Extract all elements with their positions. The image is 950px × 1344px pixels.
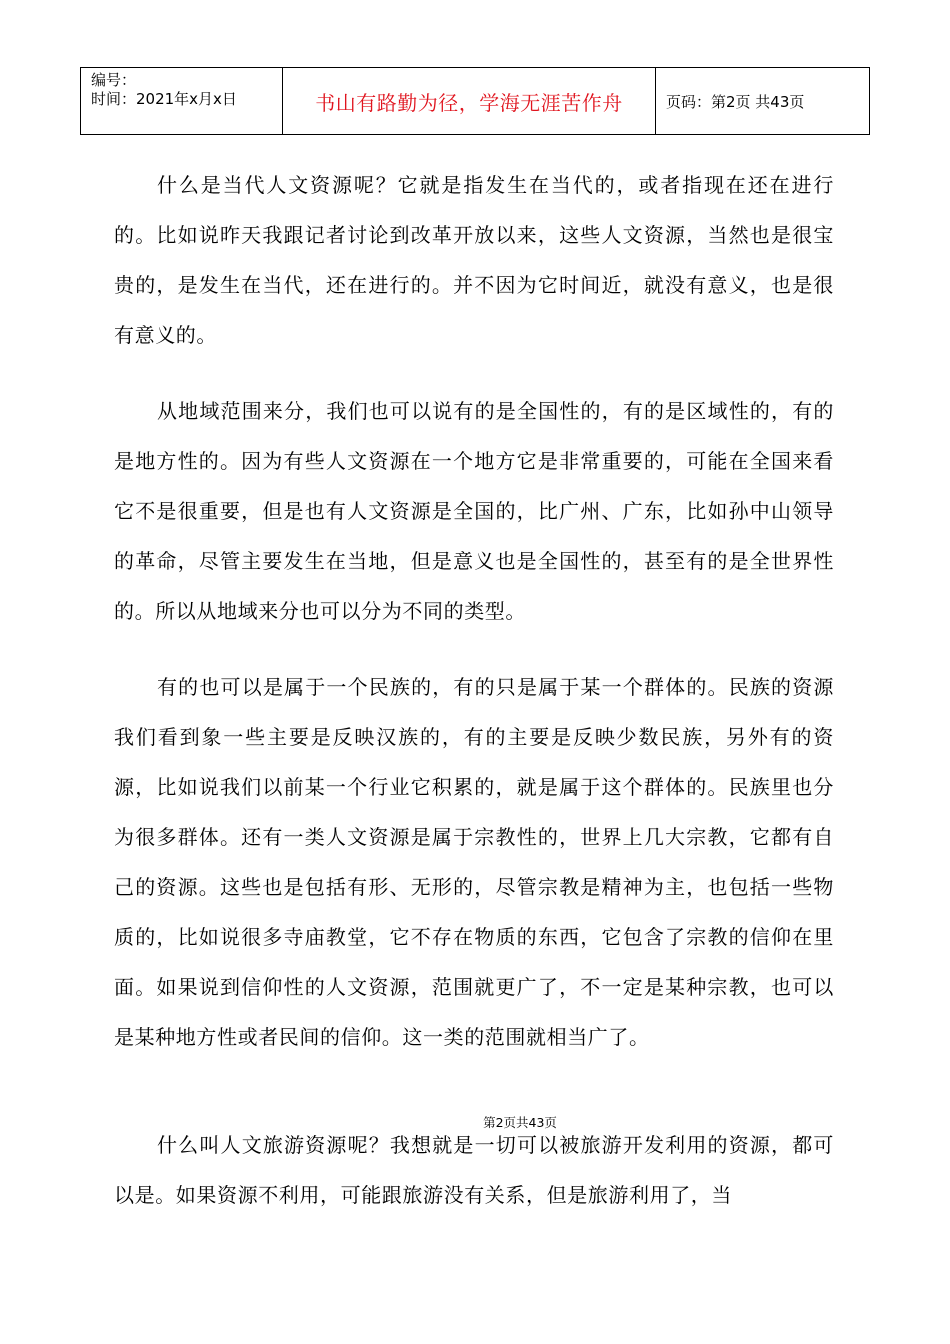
- document-header-table: [80, 67, 870, 135]
- header-meta-cell: [81, 68, 283, 134]
- number-label: 编号：: [91, 71, 137, 89]
- page-label: 页码：第2页 共43页: [666, 92, 805, 111]
- paragraph-ethnic-religion: 有的也可以是属于一个民族的，有的只是属于某一个群体的。民族的资源我们看到象一些主要是反映汉族的，有的主要是反映少数民族，另外有的资源，比如说我们以前某一个行业它积累的，就是属于这个群体的。民族里也分为很多群体。还有一类人文资源是属于宗教性的，世界上几大宗教，它都有自己的资源。这些也是包括有形、无形的，尽管宗教是精神为主，也包括一些物质的，比如说很多寺庙教堂，它不存在物质的东西，它包含了宗教的信仰在里面。如果说到信仰性的人文资源，范围就更广了，不一定是某种宗教，也可以是某种地方性或者民间的信仰。这一类的范围就相当广了。: [114, 675, 834, 1049]
- header-page-cell: [656, 68, 869, 134]
- paragraph-contemporary: 什么是当代人文资源呢？它就是指发生在当代的，或者指现在还在进行的。比如说昨天我跟记者讨论到改革开放以来，这些人文资源，当然也是很宝贵的，是发生在当代，还在进行的。并不因为它时间近，就没有意义，也是很有意义的。: [114, 173, 834, 347]
- paragraph-region: 从地域范围来分，我们也可以说有的是全国性的，有的是区域性的，有的是地方性的。因为有些人文资源在一个地方它是非常重要的，可能在全国来看它不是很重要，但是也有人文资源是全国的，比广州、广东，比如孙中山领导的革命，尽管主要发生在当地，但是意义也是全国性的，甚至有的是全世界性的。所以从地域来分也可以分为不同的类型。: [114, 399, 834, 623]
- document-body: [114, 160, 834, 1088]
- motto-text: 书山有路勤为径，学海无涯苦作舟: [315, 90, 623, 115]
- header-motto-cell: [283, 68, 656, 134]
- date-label: 时间：2021年x月x日: [91, 90, 237, 108]
- paragraph-tourism-resource: 什么叫人文旅游资源呢？我想就是一切可以被旅游开发利用的资源，都可以是。如果资源不利用，可能跟旅游没有关系，但是旅游利用了，当: [114, 1133, 834, 1207]
- footer-page-number: 第2页共43页: [483, 1115, 557, 1130]
